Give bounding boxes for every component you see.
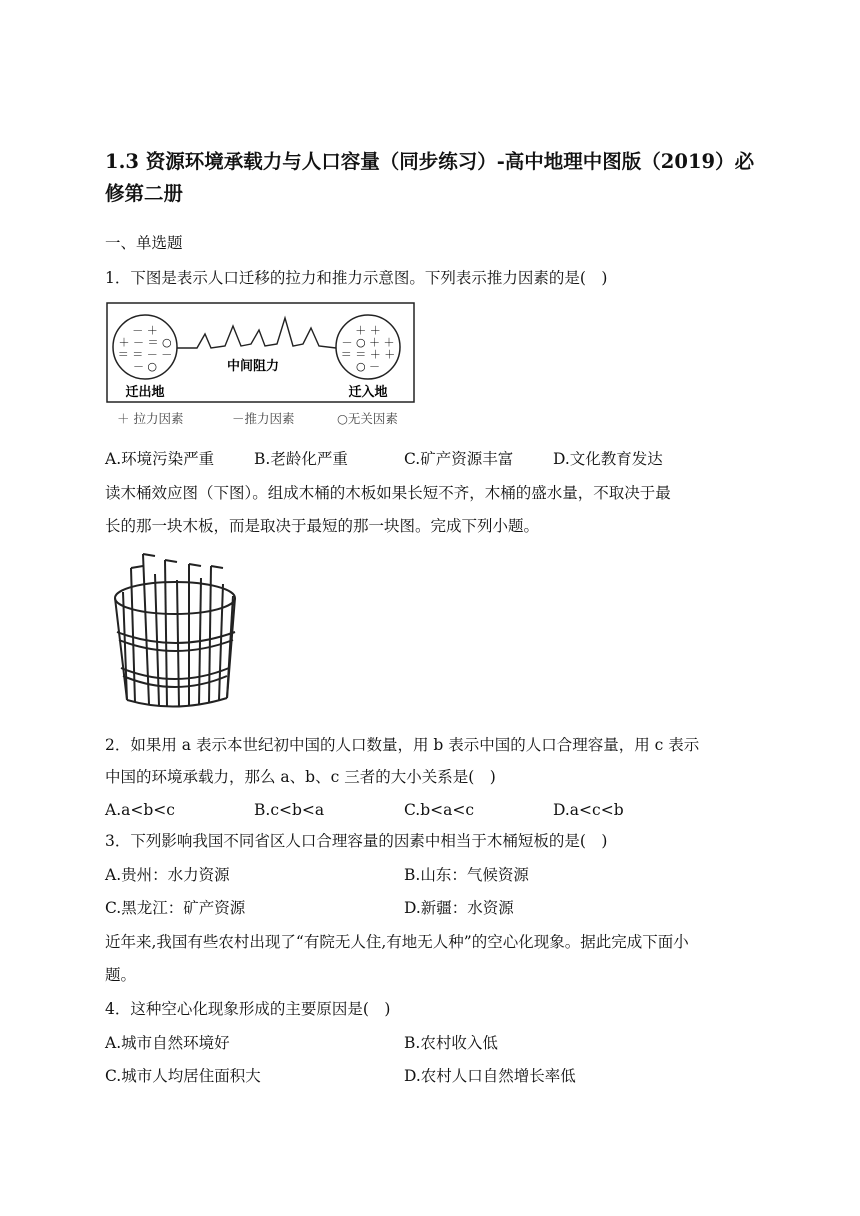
question-1-option-a[interactable]: A.环境污染严重 — [105, 450, 215, 468]
intervening-obstacles-label: 中间阻力 — [226, 359, 280, 374]
passage-village-line-1: 近年来,我国有些农村出现了“有院无人住,有地无人种”的空心化现象。据此完成下面小 — [105, 933, 689, 951]
destination-factor-row: ＝ ＝ ＋ ＋ — [340, 348, 396, 361]
section-heading: 一、单选题 — [105, 234, 183, 252]
question-2-option-b[interactable]: B.c<b<a — [254, 801, 325, 819]
page-title: 1.3 资源环境承载力与人口容量（同步练习）-高中地理中图版（2019）必修第二册 — [105, 150, 755, 205]
origin-factor-row: ＝ ＝ － － — [117, 348, 173, 361]
destination-factor-row: － ○ ＋ ＋ — [341, 336, 395, 349]
question-3-stem: 3．下列影响我国不同省区人口合理容量的因素中相当于木桶短板的是( ) — [105, 832, 608, 850]
question-1-option-d[interactable]: D.文化教育发达 — [553, 450, 663, 468]
question-3-option-c[interactable]: C.黑龙江：矿产资源 — [105, 899, 246, 917]
intervening-obstacles-line — [177, 318, 336, 348]
question-2-stem-line-2: 中国的环境承载力，那么 a、b、c 三者的大小关系是( ) — [105, 768, 496, 786]
question-2-option-d[interactable]: D.a<c<b — [553, 801, 624, 819]
question-1-option-b[interactable]: B.老龄化严重 — [254, 450, 348, 468]
origin-factor-row: － ○ — [132, 360, 158, 373]
question-2-option-c[interactable]: C.b<a<c — [404, 801, 475, 819]
legend-neutral-factor: ○无关因素 — [337, 411, 398, 426]
legend-pull-factor: ＋ 拉力因素 — [117, 411, 184, 426]
origin-label: 迁出地 — [125, 385, 165, 400]
destination-factor-row: ＋ ＋ — [355, 324, 381, 337]
question-2-option-a[interactable]: A.a<b<c — [105, 801, 175, 819]
destination-label: 迁入地 — [348, 385, 388, 400]
question-4-option-a[interactable]: A.城市自然环境好 — [105, 1034, 230, 1052]
passage-village-line-2: 题。 — [105, 966, 137, 984]
origin-factor-row: ＋ － ＝ ○ — [118, 336, 172, 349]
question-4-option-b[interactable]: B.农村收入低 — [404, 1034, 498, 1052]
question-1-option-c[interactable]: C.矿产资源丰富 — [404, 450, 514, 468]
question-4-option-c[interactable]: C.城市人均居住面积大 — [105, 1067, 261, 1085]
question-4-stem: 4．这种空心化现象形成的主要原因是( ) — [105, 1000, 391, 1018]
wooden-barrel-image — [105, 550, 245, 710]
question-3-option-d[interactable]: D.新疆：水资源 — [404, 899, 514, 917]
question-3-option-b[interactable]: B.山东：气候资源 — [404, 866, 529, 884]
question-4-option-d[interactable]: D.农村人口自然增长率低 — [404, 1067, 576, 1085]
question-2-stem-line-1: 2．如果用 a 表示本世纪初中国的人口数量，用 b 表示中国的人口合理容量，用 c 表示 — [105, 736, 700, 754]
legend-push-factor: －推力因素 — [232, 411, 295, 426]
passage-barrel-line-1: 读木桶效应图（下图）。组成木桶的木板如果长短不齐，木桶的盛水量，不取决于最 — [105, 484, 671, 502]
migration-push-pull-diagram — [105, 300, 420, 430]
question-3-option-a[interactable]: A.贵州：水力资源 — [105, 866, 230, 884]
question-1-stem: 1．下图是表示人口迁移的拉力和推力示意图。下列表示推力因素的是( ) — [105, 269, 608, 287]
origin-factor-row: － ＋ — [132, 324, 158, 337]
destination-factor-row: ○ － — [355, 360, 381, 373]
passage-barrel-line-2: 长的那一块木板，而是取决于最短的那一块图。完成下列小题。 — [105, 517, 540, 535]
